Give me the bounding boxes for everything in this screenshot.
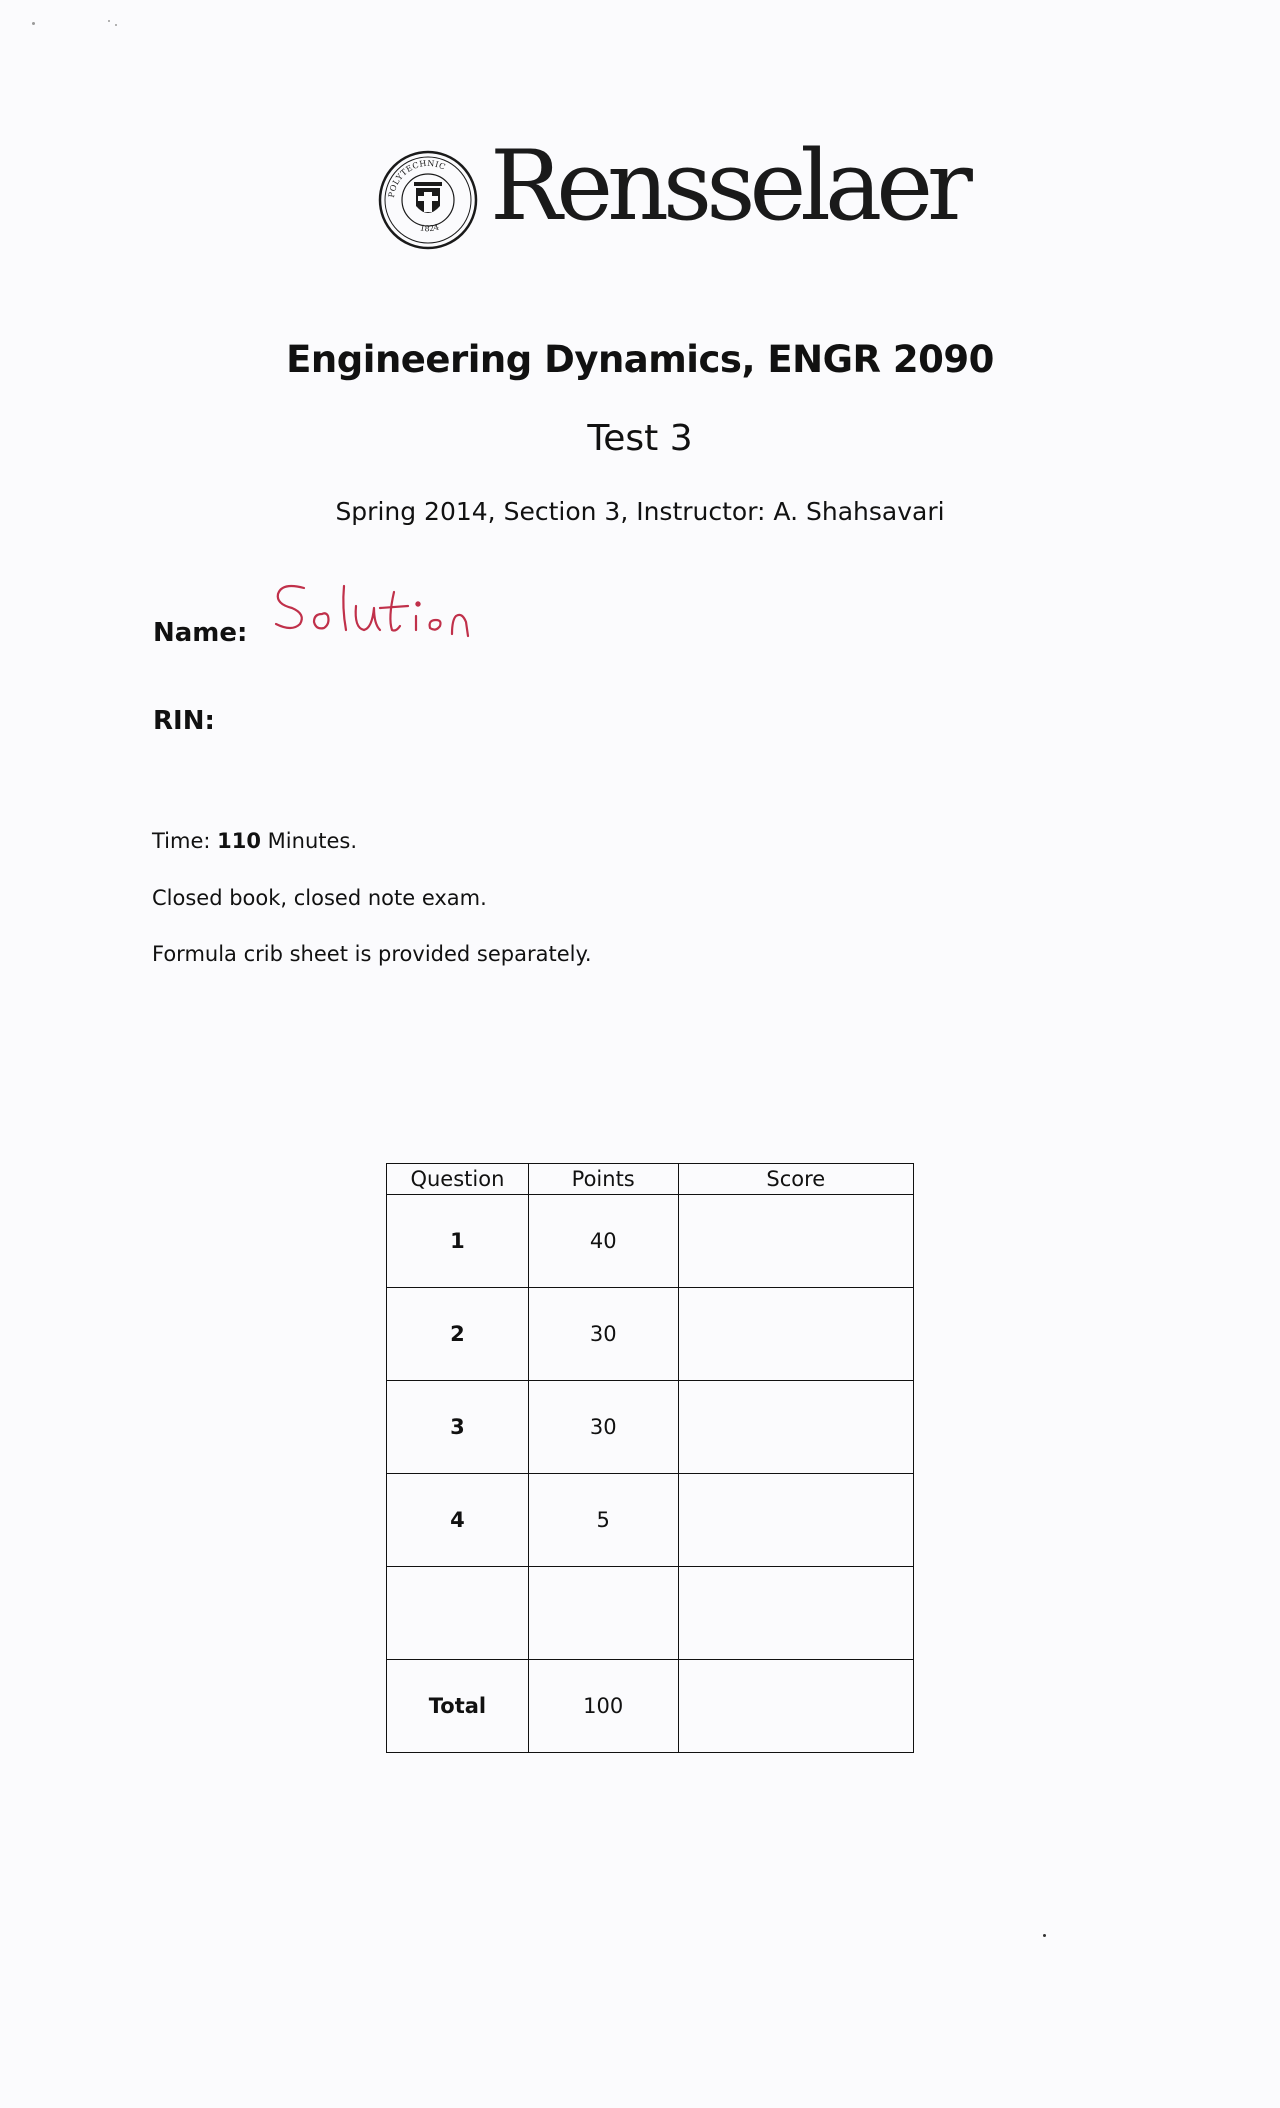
score-cell[interactable] (678, 1288, 913, 1381)
handwritten-name-solution (270, 578, 490, 650)
scan-speck (115, 24, 117, 26)
points-cell: 5 (528, 1474, 678, 1567)
rin-label: RIN: (153, 706, 215, 736)
time-prefix: Time: (152, 829, 218, 853)
time-value: 110 (217, 829, 261, 853)
total-points-cell: 100 (528, 1660, 678, 1753)
table-row (387, 1381, 914, 1474)
header-score: Score (678, 1164, 913, 1195)
closed-book-instruction: Closed book, closed note exam. (152, 886, 487, 910)
name-label: Name: (153, 618, 248, 648)
table-row-total (387, 1660, 914, 1753)
rensselaer-logo (378, 130, 967, 256)
score-table (386, 1163, 914, 1753)
score-cell[interactable] (678, 1474, 913, 1567)
rensselaer-seal-icon (378, 150, 478, 250)
score-cell[interactable] (678, 1381, 913, 1474)
table-row (387, 1288, 914, 1381)
table-row (387, 1474, 914, 1567)
scan-speck (32, 22, 35, 25)
svg-text:POLYTECHNIC: POLYTECHNIC (387, 158, 448, 199)
table-row (387, 1567, 914, 1660)
score-table-header-row (387, 1164, 914, 1195)
header-question: Question (387, 1164, 529, 1195)
question-cell: 4 (387, 1474, 529, 1567)
points-cell: 30 (528, 1381, 678, 1474)
rensselaer-wordmark: Rensselaer (490, 130, 967, 242)
question-cell (387, 1567, 529, 1660)
points-cell: 30 (528, 1288, 678, 1381)
scan-speck (1043, 1934, 1046, 1937)
question-cell: 1 (387, 1195, 529, 1288)
header-points: Points (528, 1164, 678, 1195)
total-score-cell[interactable] (678, 1660, 913, 1753)
time-instruction (152, 829, 357, 853)
crib-sheet-instruction: Formula crib sheet is provided separately. (152, 942, 592, 966)
question-cell: 2 (387, 1288, 529, 1381)
total-label-cell: Total (387, 1660, 529, 1753)
svg-text:1824: 1824 (419, 222, 441, 234)
score-cell[interactable] (678, 1567, 913, 1660)
points-cell: 40 (528, 1195, 678, 1288)
course-title: Engineering Dynamics, ENGR 2090 (286, 338, 994, 381)
test-title: Test 3 (587, 418, 693, 459)
question-cell: 3 (387, 1381, 529, 1474)
score-cell[interactable] (678, 1195, 913, 1288)
term-line: Spring 2014, Section 3, Instructor: A. Shahsavari (335, 497, 945, 526)
scan-speck (108, 20, 110, 22)
points-cell (528, 1567, 678, 1660)
table-row (387, 1195, 914, 1288)
time-suffix: Minutes. (261, 829, 358, 853)
